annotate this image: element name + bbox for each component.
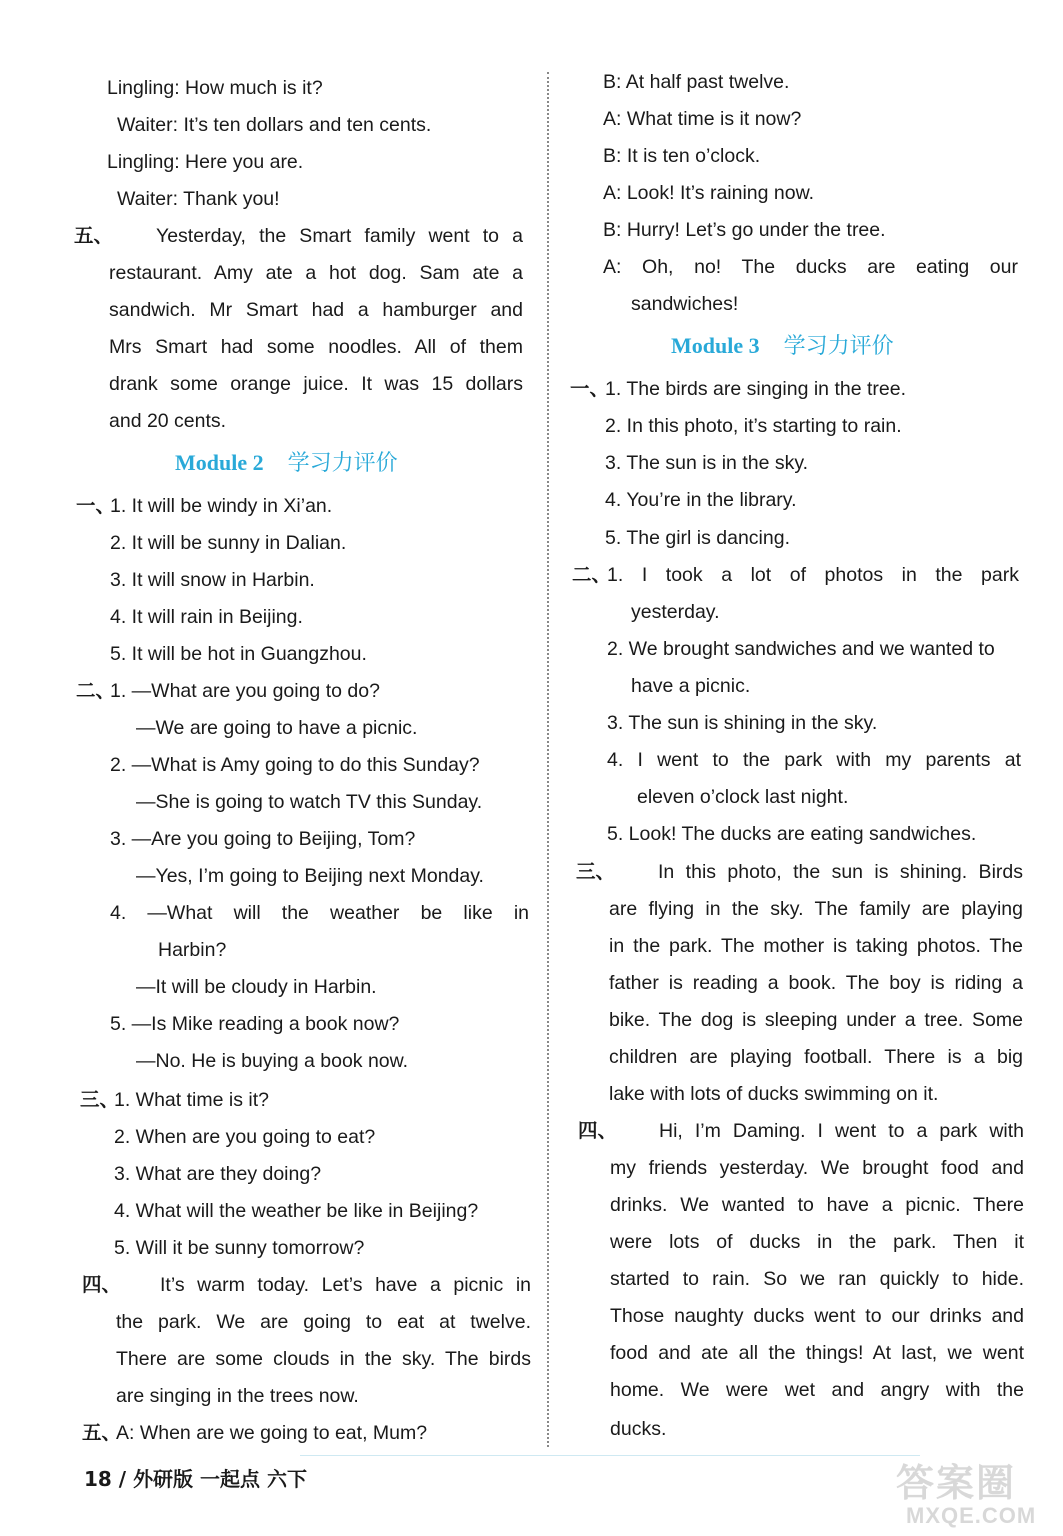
answer-line: 1. It will be windy in Xi’an. bbox=[110, 495, 333, 517]
answer-line: —She is going to watch TV this Sunday. bbox=[136, 791, 483, 813]
paragraph-line: ducks. bbox=[610, 1418, 667, 1440]
watermark-cn: 答案圈 bbox=[896, 1461, 1017, 1505]
answer-line: 1. I took a lot of photos in the park bbox=[607, 564, 1019, 586]
paragraph-line: Yesterday, the Smart family went to a bbox=[156, 225, 523, 247]
answer-line: eleven o’clock last night. bbox=[637, 786, 849, 808]
answer-line: —It will be cloudy in Harbin. bbox=[136, 976, 377, 998]
answer-line: 4. You’re in the library. bbox=[605, 489, 797, 511]
paragraph-line: food and ate all the things! At last, we went bbox=[610, 1342, 1024, 1364]
paragraph-line: drank some orange juice. It was 15 dollars bbox=[109, 373, 523, 395]
section-mark-3: 三、 bbox=[576, 860, 616, 883]
dialogue-line: B: Hurry! Let’s go under the tree. bbox=[603, 219, 886, 241]
module-3-heading bbox=[671, 332, 894, 361]
paragraph-line: drinks. We wanted to have a picnic. There bbox=[610, 1194, 1024, 1216]
watermark-logo bbox=[888, 1462, 1053, 1532]
answer-line: 3. What are they doing? bbox=[114, 1163, 322, 1185]
module-3-subtitle: 学习力评价 bbox=[783, 334, 894, 359]
dialogue-line: B: At half past twelve. bbox=[603, 71, 790, 93]
paragraph-line: my friends yesterday. We brought food and bbox=[610, 1157, 1024, 1179]
section-mark-3: 三、 bbox=[80, 1088, 120, 1111]
answer-line: 5. Will it be sunny tomorrow? bbox=[114, 1237, 365, 1259]
paragraph-line: bike. The dog is sleeping under a tree. Some bbox=[609, 1009, 1023, 1031]
answer-line: 1. The birds are singing in the tree. bbox=[605, 378, 906, 400]
answer-line: 5. It will be hot in Guangzhou. bbox=[110, 643, 367, 665]
footer-rule bbox=[300, 1455, 920, 1456]
dialogue-line: Waiter: It’s ten dollars and ten cents. bbox=[117, 114, 432, 136]
dialogue-line: A: When are we going to eat, Mum? bbox=[116, 1422, 428, 1444]
watermark-en: MXQE.COM bbox=[906, 1503, 1037, 1528]
paragraph-line: Mrs Smart had some noodles. All of them bbox=[109, 336, 523, 358]
answer-line: 3. It will snow in Harbin. bbox=[110, 569, 315, 591]
module-3-title: Module 3 bbox=[671, 333, 760, 358]
section-mark-1: 一、 bbox=[570, 377, 610, 400]
answer-line: —We are going to have a picnic. bbox=[136, 717, 418, 739]
answer-line: 4. —What will the weather be like in bbox=[110, 902, 529, 924]
answer-line: 3. The sun is shining in the sky. bbox=[607, 712, 878, 734]
section-mark-1: 一、 bbox=[76, 494, 116, 517]
paragraph-line: It’s warm today. Let’s have a picnic in bbox=[160, 1274, 531, 1296]
paragraph-line: were lots of ducks in the park. Then it bbox=[610, 1231, 1024, 1253]
answer-line: have a picnic. bbox=[631, 675, 751, 697]
dialogue-line: A: What time is it now? bbox=[603, 108, 802, 130]
answer-line: —No. He is buying a book now. bbox=[136, 1050, 409, 1072]
paragraph-line: In this photo, the sun is shining. Birds bbox=[658, 861, 1023, 883]
dialogue-line: B: It is ten o’clock. bbox=[603, 145, 761, 167]
answer-line: 1. —What are you going to do? bbox=[110, 680, 380, 702]
paragraph-line: the park. We are going to eat at twelve. bbox=[116, 1311, 531, 1333]
paragraph-line: There are some clouds in the sky. The birds bbox=[116, 1348, 531, 1370]
dialogue-line: sandwiches! bbox=[631, 293, 739, 315]
answer-line: —Yes, I’m going to Beijing next Monday. bbox=[136, 865, 484, 887]
section-mark-2: 二、 bbox=[76, 679, 116, 702]
section-mark-4: 四、 bbox=[578, 1119, 618, 1142]
paragraph-line: started to rain. So we ran quickly to hide. bbox=[610, 1268, 1024, 1290]
answer-line: 5. The girl is dancing. bbox=[605, 527, 790, 549]
section-mark-4: 四、 bbox=[82, 1273, 122, 1296]
paragraph-line: father is reading a book. The boy is riding a bbox=[609, 972, 1023, 994]
paragraph-line: Hi, I’m Daming. I went to a park with bbox=[659, 1120, 1024, 1142]
dialogue-line: Lingling: Here you are. bbox=[107, 151, 304, 173]
paragraph-line: home. We were wet and angry with the bbox=[610, 1379, 1024, 1401]
dialogue-line: A: Look! It’s raining now. bbox=[603, 182, 815, 204]
dialogue-line: Waiter: Thank you! bbox=[117, 188, 280, 210]
section-mark-2: 二、 bbox=[572, 563, 612, 586]
answer-line: 1. What time is it? bbox=[114, 1089, 269, 1111]
answer-line: 4. It will rain in Beijing. bbox=[110, 606, 303, 628]
column-divider bbox=[547, 72, 549, 1447]
answer-line: 2. When are you going to eat? bbox=[114, 1126, 376, 1148]
page-footer: 18 / 外研版 一起点 六下 bbox=[84, 1467, 307, 1491]
answer-line: 3. —Are you going to Beijing, Tom? bbox=[110, 828, 416, 850]
answer-line: 2. It will be sunny in Dalian. bbox=[110, 532, 347, 554]
module-2-subtitle: 学习力评价 bbox=[287, 451, 398, 476]
answer-line: 3. The sun is in the sky. bbox=[605, 452, 809, 474]
paragraph-line: in the park. The mother is taking photos. The bbox=[609, 935, 1023, 957]
paragraph-line: lake with lots of ducks swimming on it. bbox=[609, 1083, 939, 1105]
paragraph-line: are flying in the sky. The family are playing bbox=[609, 898, 1023, 920]
answer-line: 2. —What is Amy going to do this Sunday? bbox=[110, 754, 480, 776]
dialogue-line: Lingling: How much is it? bbox=[107, 77, 323, 99]
paragraph-line: restaurant. Amy ate a hot dog. Sam ate a bbox=[109, 262, 523, 284]
answer-line: yesterday. bbox=[631, 601, 720, 623]
paragraph-line: children are playing football. There is a big bbox=[609, 1046, 1023, 1068]
answer-line: 5. —Is Mike reading a book now? bbox=[110, 1013, 400, 1035]
module-2-title: Module 2 bbox=[175, 450, 264, 475]
dialogue-line: A: Oh, no! The ducks are eating our bbox=[603, 256, 1018, 278]
answer-line: 2. We brought sandwiches and we wanted to bbox=[607, 638, 995, 660]
section-mark-5: 五、 bbox=[74, 224, 114, 247]
answer-line: 4. I went to the park with my parents at bbox=[607, 749, 1021, 771]
paragraph-line: and 20 cents. bbox=[109, 410, 227, 432]
answer-line: 2. In this photo, it’s starting to rain. bbox=[605, 415, 902, 437]
section-mark-5: 五、 bbox=[82, 1421, 122, 1444]
answer-line: 4. What will the weather be like in Beijing? bbox=[114, 1200, 479, 1222]
module-2-heading bbox=[175, 449, 398, 478]
answer-line: 5. Look! The ducks are eating sandwiches. bbox=[607, 823, 977, 845]
paragraph-line: Those naughty ducks went to our drinks and bbox=[610, 1305, 1024, 1327]
paragraph-line: sandwich. Mr Smart had a hamburger and bbox=[109, 299, 523, 321]
paragraph-line: are singing in the trees now. bbox=[116, 1385, 359, 1407]
answer-line: Harbin? bbox=[158, 939, 227, 961]
